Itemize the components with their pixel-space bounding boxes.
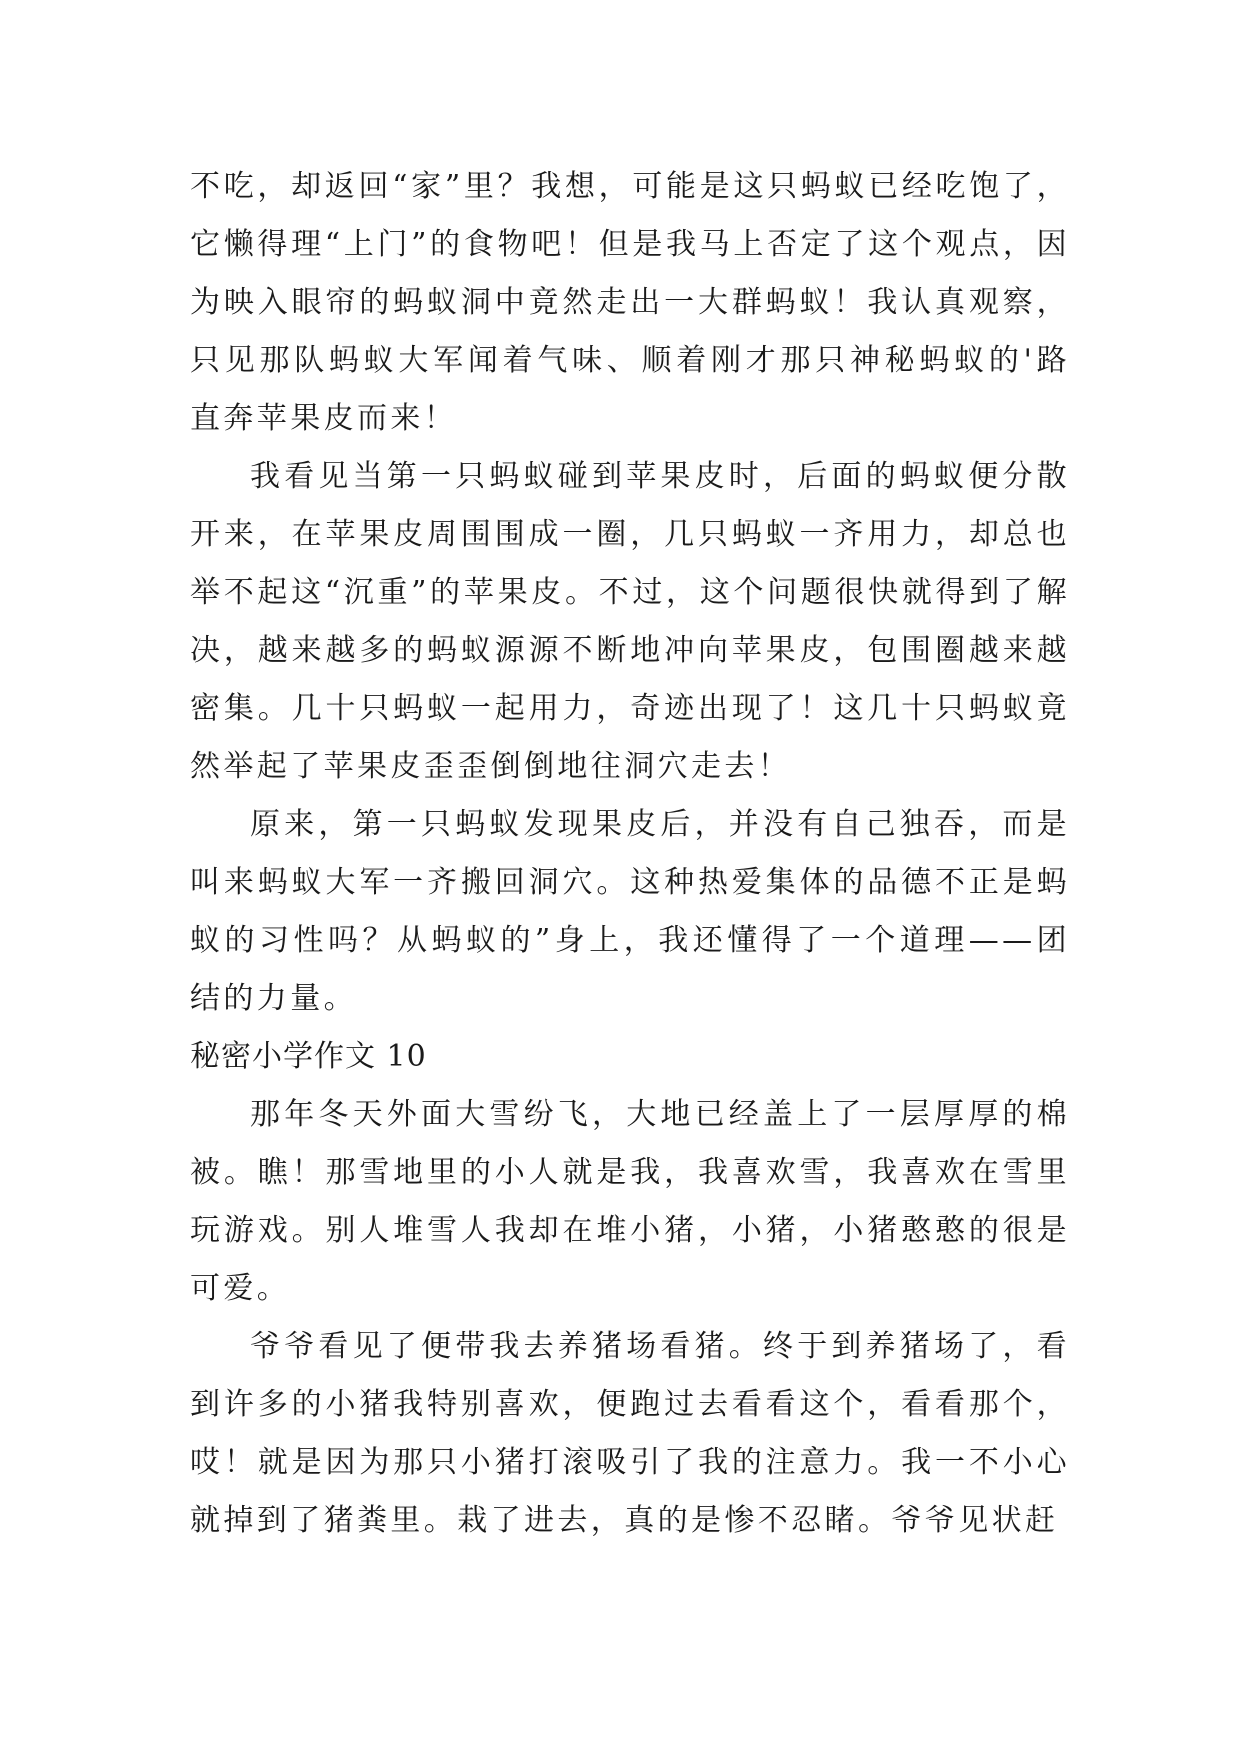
paragraph-continued: 不吃，却返回“家”里？我想，可能是这只蚂蚁已经吃饱了，它懒得理“上门”的食物吧！但是我马上否定了这个观点，因为映入眼帘的蚂蚁洞中竟然走出一大群蚂蚁！我认真观察，只见那队蚂蚁大军闻着气味、顺着刚才那只神秘蚂蚁的'路直奔苹果皮而来！ (190, 169, 1070, 436)
paragraph-snow: 那年冬天外面大雪纷飞，大地已经盖上了一层厚厚的棉被。瞧！那雪地里的小人就是我，我喜欢雪，我喜欢在雪里玩游戏。别人堆雪人我却在堆小猪，小猪，小猪憨憨的很是可爱。 (190, 1097, 1070, 1306)
paragraph-pig-farm: 爷爷看见了便带我去养猪场看猪。终于到养猪场了，看到许多的小猪我特别喜欢，便跑过去看看这个，看看那个，哎！就是因为那只小猪打滚吸引了我的注意力。我一不小心就掉到了猪粪里。栽了进去，真的是惨不忍睹。爷爷见状赶 (190, 1329, 1070, 1538)
essay-title: 秘密小学作文 10 (190, 1039, 427, 1074)
paragraph-apple-peel: 我看见当第一只蚂蚁碰到苹果皮时，后面的蚂蚁便分散开来，在苹果皮周围围成一圈，几只蚂蚁一齐用力，却总也举不起这“沉重”的苹果皮。不过，这个问题很快就得到了解决，越来越多的蚂蚁源源不断地冲向苹果皮，包围圈越来越密集。几十只蚂蚁一起用力，奇迹出现了！这几十只蚂蚁竟然举起了苹果皮歪歪倒倒地往洞穴走去！ (190, 459, 1070, 784)
essay-body (190, 158, 1070, 1550)
paragraph-conclusion: 原来，第一只蚂蚁发现果皮后，并没有自己独吞，而是叫来蚂蚁大军一齐搬回洞穴。这种热爱集体的品德不正是蚂蚁的习性吗？从蚂蚁的”身上，我还懂得了一个道理——团结的力量。 (190, 807, 1070, 1016)
